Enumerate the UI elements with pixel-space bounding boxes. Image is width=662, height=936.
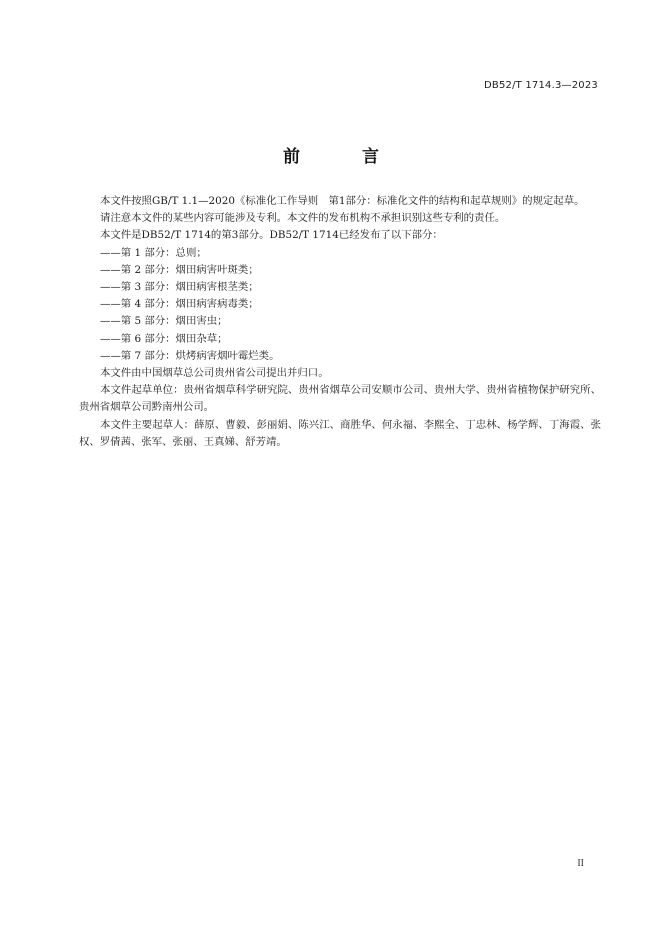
paragraph-proposer: 本文件由中国烟草总公司贵州省公司提出并归口。 — [100, 367, 329, 380]
list-item-part-5: ——第 5 部分：烟田害虫； — [100, 315, 228, 328]
paragraph-series-intro: 本文件是DB52/T 1714的第3部分。DB52/T 1714已经发布了以下部分： — [100, 229, 443, 242]
list-item-part-4: ——第 4 部分：烟田病害病毒类； — [100, 298, 259, 311]
page-title: 前 言 — [283, 147, 407, 167]
list-item-part-1: ——第 1 部分：总则； — [100, 246, 207, 259]
list-item-part-2: ——第 2 部分：烟田病害叶斑类； — [100, 263, 259, 276]
document-code: DB52/T 1714.3—2023 — [484, 80, 598, 91]
paragraph-drafting-units: 本文件起草单位：贵州省烟草科学研究院、贵州省烟草公司安顺市公司、贵州大学、贵州省植物保护研究所、贵州省烟草公司黔南州公司。 — [79, 384, 601, 414]
paragraph-drafters: 本文件主要起草人：薛原、曹毅、彭丽娟、陈兴江、商胜华、何永福、李熙全、丁忠林、杨学辉、丁海霞、张权、罗倩茜、张军、张丽、王真娣、舒芳靖。 — [79, 418, 601, 448]
paragraph-patent-notice: 请注意本文件的某些内容可能涉及专利。本文件的发布机构不承担识别这些专利的责任。 — [100, 212, 506, 225]
list-item-part-3: ——第 3 部分：烟田病害根茎类； — [100, 281, 259, 294]
foreword-body — [79, 193, 601, 451]
list-item-part-7: ——第 7 部分：烘烤病害烟叶霉烂类。 — [100, 349, 280, 362]
list-item-part-6: ——第 6 部分：烟田杂草； — [100, 332, 228, 345]
paragraph-drafting-basis: 本文件按照GB/T 1.1—2020《标准化工作导则 第1部分：标准化文件的结构和起草规则》的规定起草。 — [100, 195, 585, 207]
page-number: II — [577, 858, 584, 869]
